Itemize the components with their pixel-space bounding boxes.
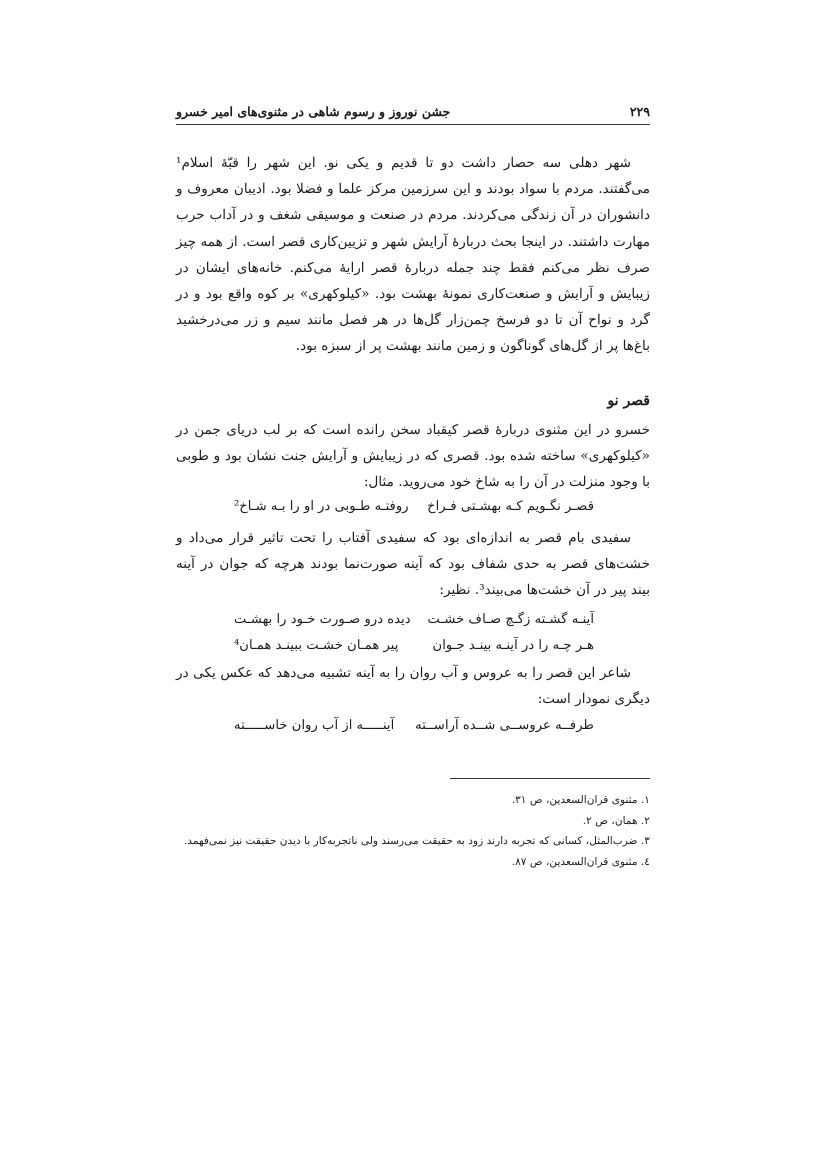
section-heading: قصر نو bbox=[607, 393, 650, 409]
verse-hemistich-right: طرفــه عروســی شــده آراســته bbox=[415, 718, 594, 733]
verse-couplet-3 bbox=[234, 634, 594, 658]
body-paragraph-3 bbox=[176, 525, 650, 604]
verse-hemistich-left: پیر همـان خشـت ببینـد همـان⁴ bbox=[234, 638, 399, 653]
footnote-4: ٤. مثنوی قران‌السعدین، ص ۸۷. bbox=[511, 855, 650, 868]
footnote-divider bbox=[450, 778, 650, 779]
verse-hemistich-right: آینـه گشـته زگـچ صـاف خشـت bbox=[427, 612, 594, 627]
page-number: ۲۲۹ bbox=[629, 104, 650, 119]
verse-hemistich-right: قصـر نگـویم کـه بهشـتی فـراخ bbox=[427, 499, 594, 514]
paragraph-text: خسرو در این مثنوی دربارهٔ قصر کیقباد سخن رانده است که بر لب دریای جمن در «کیلوکهری» ساخته شده بود. قصری که در زیبایش و آرایش جنت نشان بود و طوبی با وجود منزلت در آن را به شاخ خود می‌روید. مثال: bbox=[176, 422, 650, 491]
body-paragraph-2 bbox=[176, 417, 650, 496]
verse-hemistich-left: آینـــــه از آب روان خاســـــته bbox=[234, 718, 395, 733]
running-title: جشن نوروز و رسوم شاهی در مثنوی‌های امیر خسرو bbox=[176, 104, 451, 119]
verse-hemistich-right: هـر چـه را در آینـه بینـد جـوان bbox=[432, 638, 594, 653]
verse-couplet-1 bbox=[234, 495, 594, 519]
paragraph-text: شاعر این قصر را به عروس و آب روان را به آینه تشبیه می‌دهد که عکس یکی در دیگری نمودار است: bbox=[176, 665, 650, 708]
paragraph-text: شهر دهلی سه حصار داشت دو تا قدیم و یکی نو. این شهر را قبّهٔ اسلام¹ می‌گفتند. مردم با سواد بودند و این سرزمین مرکز علما و فضلا بود. ادیبان معروف و دانشوران در آن زندگی می‌کردند. مردم در صنعت و موسیقی شغف و در آداب حرب مهارت داشتند. در اینجا بحث دربارهٔ آرایش شهر و تزیین‌کاری قصر است. از همه چیز صرف نظر می‌کنم فقط چند جمله دربارهٔ قصر ارایهٔ می‌کنم. خانه‌های ایشان در زیبایش و آرایش و صنعت‌کاری نمونهٔ بهشت بود. «کیلوکهری» بر کوه واقع بود و در گرد و نواح آن تا دو فرسخ چمن‌زار گل‌ها در هر فصل مانند سیم و زر می‌درخشید باغ‌ها پر از گل‌های گوناگون و زمین مانند بهشت پر از سبزه بود. bbox=[176, 155, 650, 355]
verse-hemistich-left: دیده درو صـورت خـود را بهشـت bbox=[234, 612, 411, 627]
body-paragraph-4 bbox=[176, 660, 650, 712]
body-paragraph-1 bbox=[176, 150, 650, 360]
header-divider bbox=[176, 124, 650, 125]
verse-hemistich-left: روفتـه طـوبی در او را بـه شـاخ² bbox=[234, 499, 409, 514]
footnote-2: ۲. همان، ص ۲. bbox=[582, 814, 650, 827]
page-header bbox=[176, 100, 650, 122]
verse-couplet-2 bbox=[234, 608, 594, 632]
footnote-3: ۳. ضرب‌المثل، کسانی که تجربه دارند زود به حقیقت می‌رسند ولی ناتجربه‌کار با دیدن حقیقت نیز نمی‌فهمد. bbox=[183, 835, 650, 847]
footnotes bbox=[176, 790, 650, 872]
verse-couplet-4 bbox=[234, 714, 594, 738]
footnote-1: ۱. مثنوی قران‌السعدین، ص ۳۱. bbox=[511, 794, 650, 806]
paragraph-text: سفیدی بام قصر به اندازه‌ای بود که سفیدی آفتاب را تحت تاثیر قرار می‌داد و خشت‌های قصر به حدی شفاف بود که آینه صورت‌نما بودند هرچه که جوان در آینه بیند پیر در آن خشت‌ها می‌بیند³. نظیر: bbox=[176, 530, 650, 599]
